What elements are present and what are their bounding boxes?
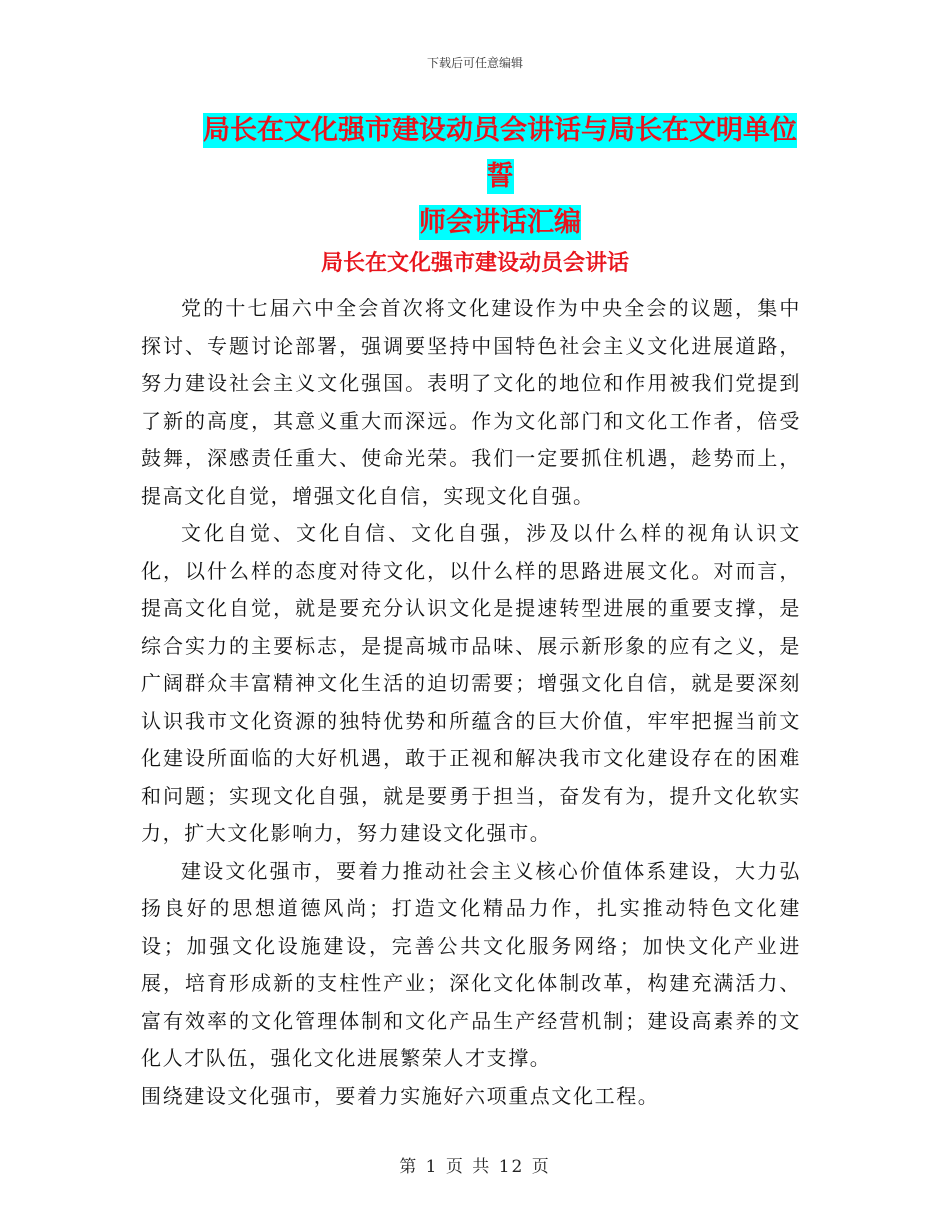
section-title: 局长在文化强市建设动员会讲话 <box>320 251 629 276</box>
body-paragraph-4: 围绕建设文化强市，要着力实施好六项重点文化工程。 <box>141 1083 660 1108</box>
document-title-line-2: 师会讲话汇编 <box>419 207 581 238</box>
document-body <box>141 290 801 1115</box>
page-number-footer: 第 1 页 共 12 页 <box>399 1157 551 1177</box>
page-header-note: 下载后可任意编辑 <box>426 56 523 70</box>
document-title <box>190 108 810 246</box>
body-paragraph-3: 建设文化强市，要着力推动社会主义核心价值体系建设，大力弘扬良好的思想道德风尚；打造文化精品力作，扎实推动特色文化建设；加强文化设施建设，完善公共文化服务网络；加快文化产业进展，培育形成新的支柱性产业；深化文化体制改革，构建充满活力、富有效率的文化管理体制和文化产品生产经营机制；建设高素养的文化人才队伍，强化文化进展繁荣人才支撑。 <box>141 858 801 1070</box>
body-paragraph-2: 文化自觉、文化自信、文化自强，涉及以什么样的视角认识文化，以什么样的态度对待文化，以什么样的思路进展文化。对而言，提高文化自觉，就是要充分认识文化是提速转型进展的重要支撑，是综合实力的主要标志，是提高城市品味、展示新形象的应有之义，是广阔群众丰富精神文化生活的迫切需要；增强文化自信，就是要深刻认识我市文化资源的独特优势和所蕴含的巨大价值，牢牢把握当前文化建设所面临的大好机遇，敢于正视和解决我市文化建设存在的困难和问题；实现文化自强，就是要勇于担当，奋发有为，提升文化软实力，扩大文化影响力，努力建设文化强市。 <box>141 521 801 845</box>
body-paragraph-1: 党的十七届六中全会首次将文化建设作为中央全会的议题，集中探讨、专题讨论部署，强调要坚持中国特色社会主义文化进展道路，努力建设社会主义文化强国。表明了文化的地位和作用被我们党提到了新的高度，其意义重大而深远。作为文化部门和文化工作者，倍受鼓舞，深感责任重大、使命光荣。我们一定要抓住机遇，趁势而上，提高文化自觉，增强文化自信，实现文化自强。 <box>141 296 801 508</box>
document-title-line-1: 局长在文化强市建设动员会讲话与局长在文明单位誓 <box>203 115 797 192</box>
